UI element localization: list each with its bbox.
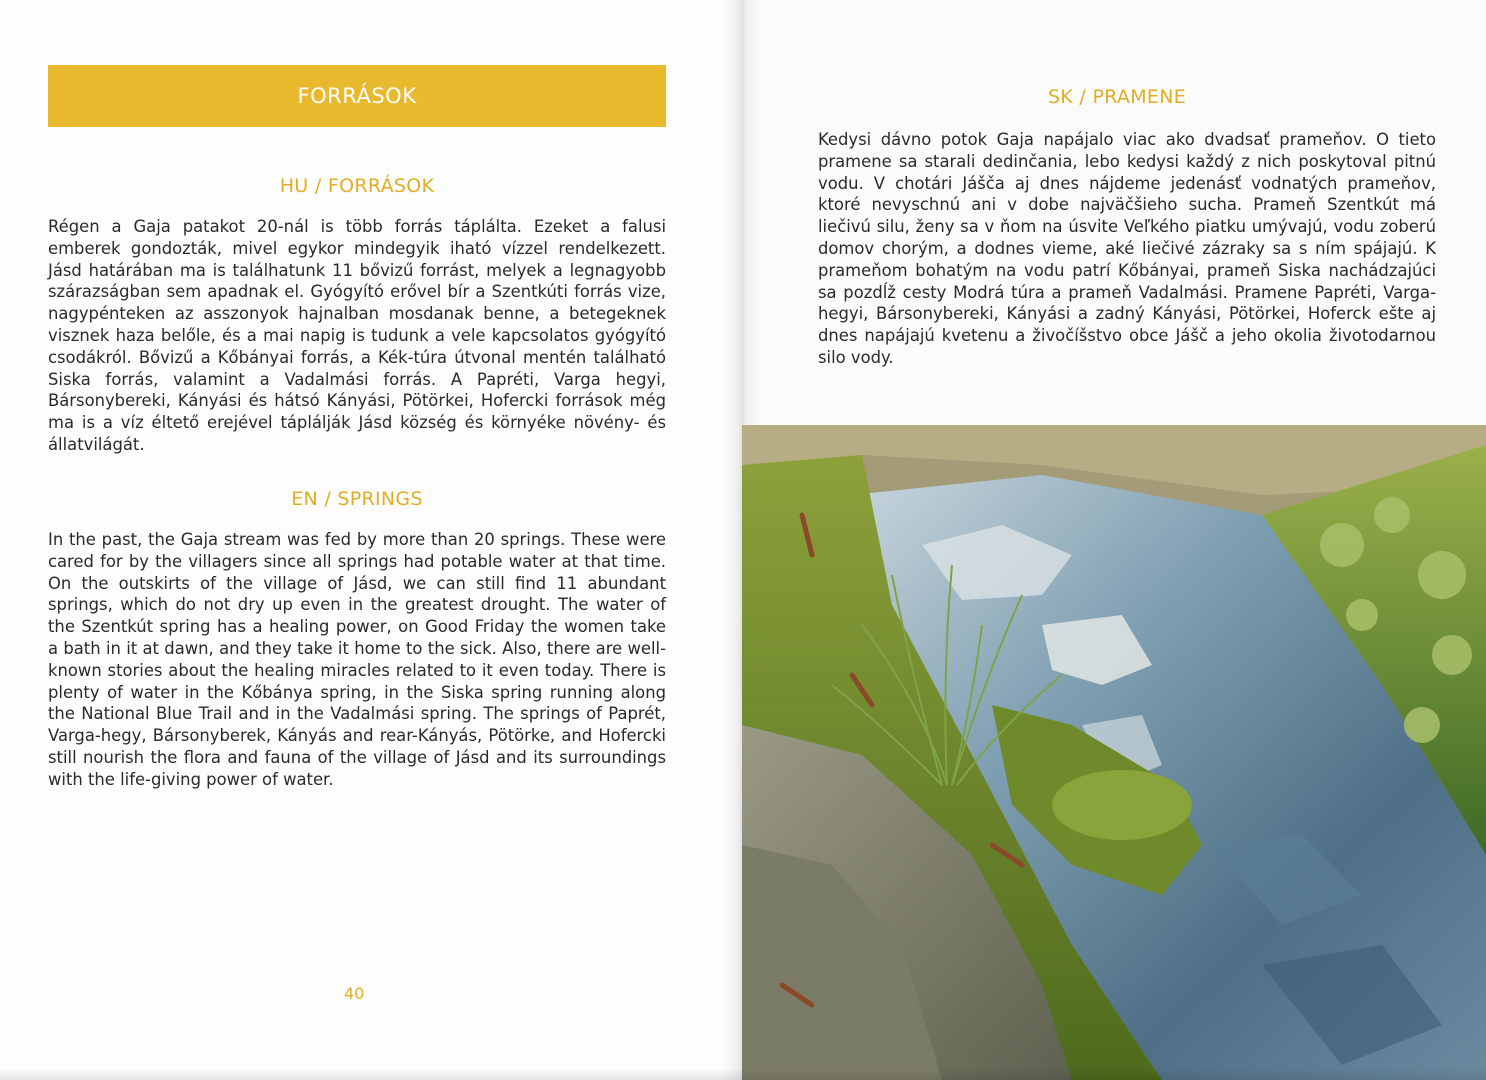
en-heading: EN / SPRINGS: [291, 488, 423, 510]
spring-stream-photo: [742, 425, 1486, 1080]
banner-title: FORRÁSOK: [297, 84, 417, 108]
hu-paragraph: Régen a Gaja patakot 20-nál is több forrás táplálta. Ezeket a falusi emberek gondozták, mivel egykor mindegyik iható vízzel rendelkezett. Jásd határában ma is találhatunk 11 bővizű forrást, melyek a legnagyobb szárazságban sem apadnak el. Gyógyító erővel bír a Szentkúti forrás vize, nagypénteken az asszonyok hajnalban mosdanak benne, a betegeknek visznek haza belőle, és a mai napig is tudunk a vele kapcsolatos gyógyító csodákról. Bővizű a Kőbányai forrás, a Kék-túra útvonal mentén található Siska forrás, valamint a Vadalmási forrás. A Papréti, Varga hegyi, Bársonybereki, Kányási és hátsó Kányási, Pötörkei, Hofercki források még ma is a víz éltető erejével táplálják Jásd község és környéke növény- és állatvilágát.: [48, 217, 666, 454]
hu-heading: HU / FORRÁSOK: [279, 175, 435, 197]
en-paragraph: In the past, the Gaja stream was fed by more than 20 springs. These were cared for by the villagers since all springs had potable water at that time. On the outskirts of the village of Jásd, we can still find 11 abundant springs, which do not dry up even in the greatest drought. The water of the Szentkút spring has a healing power, on Good Friday the women take a bath in it at dawn, and they take it home to the sick. Also, there are well-known stories about the healing miracles related to it even today. There is plenty of water in the Kőbánya spring, in the Siska spring running along the National Blue Trail and in the Vadalmási spring. The springs of Paprét, Varga-hegy, Bársonyberek, Kányás and rear-Kányás, Pötörke, and Hofercki still nourish the flora and fauna of the village of Jásd and its surroundings with the life-giving power of water.: [48, 530, 666, 789]
sk-paragraph: Kedysi dávno potok Gaja napájalo viac ako dvadsať prameňov. O tieto pramene sa starali dedinčania, lebo kedysi každý z nich poskytoval pitnú vodu. V chotári Jášča aj dnes nájdeme jedenásť vodnatých prameňov, ktoré nevyschnú ani v dobe najväčšieho sucha. Prameň Szentkút má liečivú silu, ženy sa v ňom na úsvite Veľkého piatku umývajú, vodu zoberú domov chorým, a dodnes vieme, aké liečivé zázraky sa s ním spájajú. K prameňom bohatým na vodu patrí Kőbányai, prameň Siska nachádzajúci sa pozdĺž cesty Modrá túra a prameň Vadalmási. Pramene Papréti, Varga-hegyi, Bársonybereki, Kányási a zadný Kányási, Pötörkei, Hoferck ešte aj dnes napájajú kvetenu a živočíšstvo obce Jášč a jeho okolia životodarnou silo vody.: [818, 130, 1436, 367]
scan-bottom-shadow: [0, 1068, 1486, 1080]
title-banner: [48, 65, 666, 127]
left-page: [0, 0, 738, 1080]
page-number: 40: [344, 984, 365, 1003]
sk-heading: SK / PRAMENE: [1047, 86, 1187, 108]
